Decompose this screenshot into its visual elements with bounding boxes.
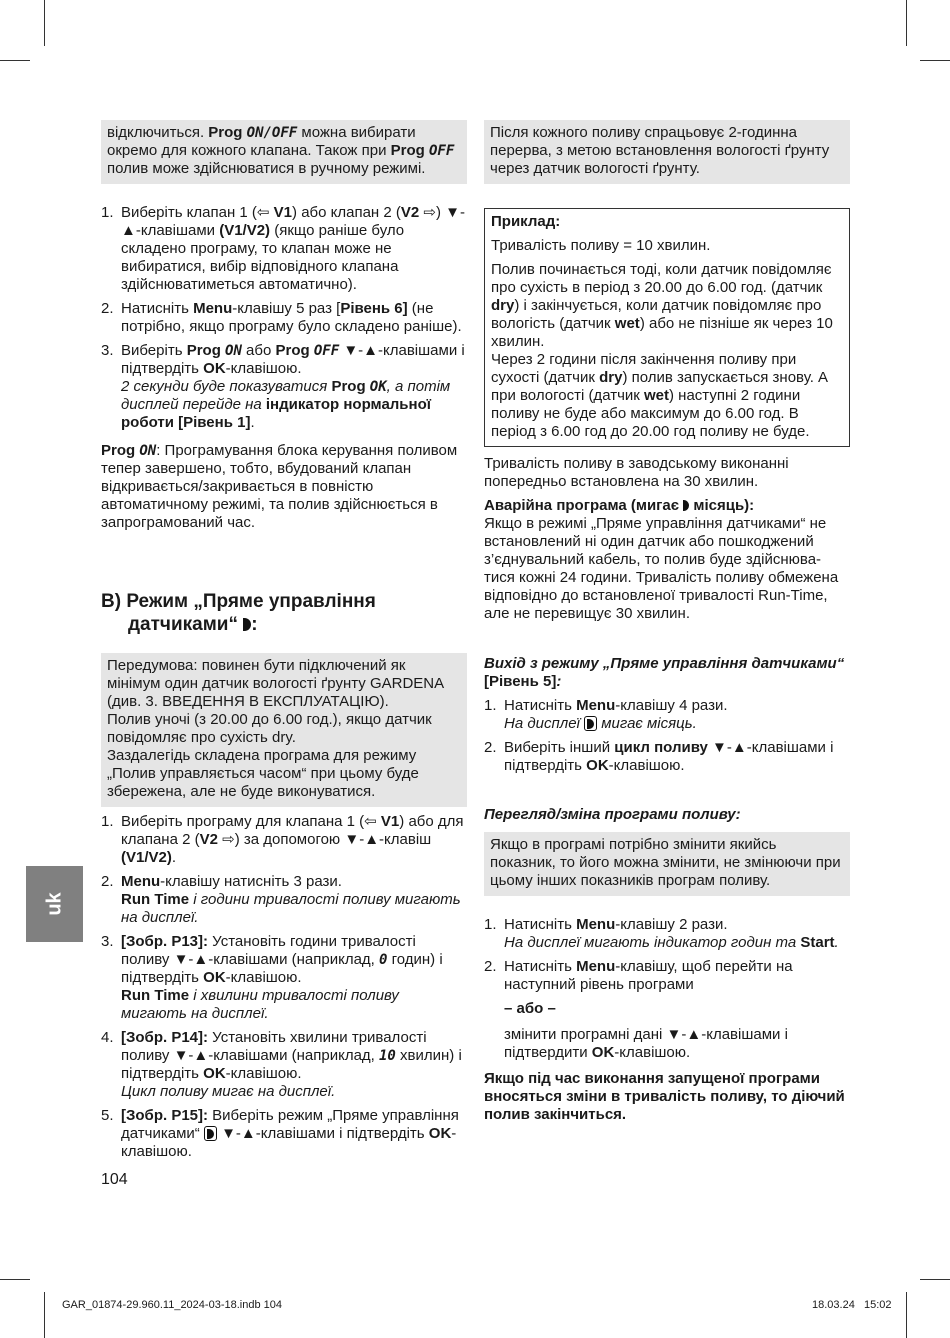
steps-list-1: [101, 204, 467, 432]
crop-mark: [44, 1292, 45, 1338]
steps-list-2: [101, 813, 467, 1161]
example-title: [491, 213, 843, 231]
text: OK: [591, 1044, 615, 1061]
text: або: [241, 342, 276, 359]
prereq-text: Заздалегідь складена програма для режиму „Полив управляється часом“ при цьому буде збережена, але не буде виконуватися.: [107, 747, 419, 800]
heading-line: B) Режим „Пряме управління: [101, 591, 376, 612]
text: годин) і підтвердіть: [121, 951, 443, 986]
list-item: [101, 813, 467, 867]
crop-mark: [906, 0, 907, 46]
text: -клавішою.: [614, 1044, 691, 1061]
text: Перегляд/зміна програми поливу:: [484, 806, 741, 823]
page-number: 104: [101, 1171, 128, 1188]
list-item: [484, 739, 850, 775]
text: і хвилини тривалості поливу мигають на дисплеї.: [121, 987, 399, 1022]
text: .: [834, 934, 839, 951]
text: -клавішу 5 раз [: [232, 300, 341, 317]
text: ) або клапан 2 (: [292, 204, 401, 221]
text: [Зобр. P14]:: [121, 1029, 208, 1046]
list-number: 1.: [101, 204, 114, 221]
final-note: [484, 1070, 850, 1124]
prog-on-paragraph: [101, 442, 467, 532]
list-number: 1.: [101, 813, 114, 830]
text: Menu: [121, 873, 161, 890]
text: Виберіть режим „Пряме управління датчиками“: [121, 1107, 459, 1142]
text: Натисніть: [504, 697, 577, 714]
example-box: [484, 208, 850, 447]
exit-steps: [484, 697, 850, 775]
text: Run Time: [121, 987, 190, 1004]
crop-mark: [0, 60, 30, 61]
list-number: 2.: [101, 300, 114, 317]
intro-box: [101, 120, 467, 184]
text: -клавішою.: [225, 969, 302, 986]
text: місяць):: [689, 497, 755, 514]
or-text: [484, 1026, 850, 1062]
example-text: [491, 261, 843, 441]
list-item: [101, 204, 467, 294]
lcd-text: OK: [369, 379, 387, 395]
text: .: [171, 849, 177, 866]
text: Prog: [275, 342, 314, 359]
text: V1: [380, 813, 400, 830]
text: Menu: [576, 697, 616, 714]
text: ) або не пізніше як через 10 хвилин.: [491, 315, 833, 350]
text: dry: [491, 297, 515, 314]
text: Menu: [576, 916, 616, 933]
text: Рівень 6]: [340, 300, 408, 317]
exit-title: [484, 655, 850, 691]
review-title: [484, 806, 850, 824]
list-item: [484, 958, 850, 994]
text: змінити програмні дані ▼-▲-клавішами і підтвердити: [504, 1026, 788, 1061]
example-text: Тривалість поливу = 10 хвилин.: [491, 237, 711, 254]
text: і години тривалості поливу мигають на дисплеї.: [121, 891, 461, 926]
text: Через 2 години після закінчення поливу при сухості (датчик: [491, 351, 797, 386]
text: Prog: [208, 124, 247, 141]
emergency-title: [484, 497, 850, 515]
lcd-text: ON: [225, 343, 242, 359]
text: -клавішу 2 рази.: [615, 916, 728, 933]
text: -клавішою.: [225, 1065, 302, 1082]
text: 2 секунди буде показуватися: [121, 378, 332, 395]
text: Prog: [390, 142, 429, 159]
text: (V1/V2): [121, 849, 172, 866]
footer-file: GAR_01874-29.960.11_2024-03-18.indb 104: [62, 1299, 282, 1311]
list-number: 2.: [101, 873, 114, 890]
text: Вихід з режиму „Пряме управління датчиками“: [484, 655, 845, 672]
text: Натисніть: [504, 916, 577, 933]
right-column: [484, 120, 850, 1124]
text: Menu: [576, 958, 616, 975]
text: Prog: [101, 442, 140, 459]
text: ⇨) ▼-▲-клавішами: [121, 204, 465, 239]
text: На дисплеї мигають індикатор годин та: [504, 934, 801, 951]
list-item: [101, 342, 467, 432]
crop-mark: [0, 1279, 30, 1280]
text: :: [556, 673, 562, 690]
list-item: [484, 916, 850, 952]
text: Установіть години тривалості поливу ▼-▲-клавішами (наприклад,: [121, 933, 416, 968]
list-item: [101, 300, 467, 336]
prereq-text: Полив уночі (з 20.00 до 6.00 год.), якщо датчик повідомляє про сухість dry.: [107, 711, 432, 746]
text: ) і закінчується, коли датчик повідомляє про вологість (датчик: [491, 297, 822, 332]
text: (V1/V2): [219, 222, 271, 239]
text: OK: [203, 969, 226, 986]
prereq-box: [101, 653, 467, 807]
text: , а потім дисплей перейде на: [121, 378, 451, 413]
text: Виберіть інший: [504, 739, 615, 756]
text: OK: [586, 757, 609, 774]
left-column: [101, 120, 467, 1189]
list-number: 1.: [484, 697, 497, 714]
moon-icon: [587, 719, 594, 729]
text: Аварійна програма (мигає: [484, 497, 684, 514]
lcd-text: ON: [139, 443, 157, 459]
emergency-text: Якщо в режимі „Пряме управління датчиками“ не встановлений ні один датчик або пошкоджений з’єднувальний кабель, то полив буде здійснюва- тися кожні 24 години. Тривалість поливу обмежена відповідно до встановленої тривалості Run-Time, але не перевищує 30 хвилин.: [484, 515, 839, 622]
text: – або –: [504, 1000, 556, 1017]
footer-time: 15:02: [864, 1299, 892, 1311]
text: ⇨) за допомогою ▼-▲-клавіш: [217, 831, 432, 848]
language-tab-label: uk: [43, 892, 66, 916]
pause-info-box: Після кожного поливу спрацьовує 2-годинна перерва, з метою встановлення вологості ґрунту через датчик вологості ґрунту.: [484, 120, 850, 184]
text: V2: [199, 831, 218, 848]
text: хвилин) і підтвердіть: [121, 1047, 462, 1082]
text: -клавішу, щоб перейти на наступний рівень програми: [504, 958, 793, 993]
lcd-text: ON/OFF: [246, 125, 298, 141]
text: [Зобр. P15]:: [121, 1107, 208, 1124]
text: ) наступні 2 години поливу не буде або максимум до 6.00 год. В період з 6.00 год до 20.00 год поливу не буде.: [491, 387, 810, 440]
crop-mark: [920, 1279, 950, 1280]
moon-display-icon: [584, 716, 597, 731]
text: Виберіть: [121, 342, 187, 359]
text: -клавішою.: [608, 757, 685, 774]
list-number: 3.: [101, 342, 114, 359]
text: Prog: [331, 378, 370, 395]
text: dry: [599, 369, 623, 386]
text: Run Time: [121, 891, 190, 908]
prereq-text: Передумова: повинен бути підключений як мінімум один датчик вологості ґрунту GARDENA (див. 3. ВВЕДЕННЯ В ЕКСПЛУАТАЦІЮ).: [107, 657, 444, 710]
text: Приклад:: [491, 213, 561, 230]
crop-mark: [906, 1292, 907, 1338]
text: полив може здійснюватися в ручному режимі.: [107, 160, 426, 177]
list-number: 2.: [484, 958, 497, 975]
text: ▼-▲-клавішами і підтвердіть: [121, 342, 465, 377]
text: Виберіть клапан 1 (⇦: [121, 204, 274, 221]
list-item: [101, 1029, 467, 1101]
text: відключиться.: [107, 124, 209, 141]
lcd-text: OFF: [428, 143, 455, 159]
text: індикатор нормальної роботи [Рівень 1]: [121, 396, 431, 431]
review-steps: [484, 916, 850, 994]
text: Start: [800, 934, 835, 951]
text: ) або для клапана 2 (: [121, 813, 464, 848]
list-item: [101, 1107, 467, 1161]
text: Полив починається тоді, коли датчик повідомляє про сухість в період з 20.00 до 6.00 год. (датчик: [491, 261, 832, 296]
text: -клавішу натисніть 3 рази.: [160, 873, 342, 890]
text: ▼-▲-клавішами і підтвердіть: [504, 739, 834, 774]
heading-line: :: [251, 614, 258, 635]
text: -клавішою.: [225, 360, 302, 377]
text: Виберіть програму для клапана 1 (⇦: [121, 813, 381, 830]
text: Цикл поливу мигає на дисплеї.: [121, 1083, 336, 1100]
heading-line: датчиками“: [128, 614, 244, 635]
text: [Рівень 5]: [484, 673, 557, 690]
list-number: 2.: [484, 739, 497, 756]
text: ) полив запускається знову. А при вологості (датчик: [491, 369, 829, 404]
text: -клавішу 4 рази.: [615, 697, 728, 714]
text: мигає місяць.: [597, 715, 697, 732]
list-item: [484, 697, 850, 733]
crop-mark: [44, 0, 45, 46]
text: wet: [644, 387, 670, 404]
text: можна вибирати окремо для кожного клапана. Також при: [107, 124, 416, 159]
list-item: [101, 933, 467, 1023]
lcd-text: OFF: [313, 343, 340, 359]
text: ▼-▲-клавішами і підтвердіть: [216, 1125, 429, 1142]
text: Якщо під час виконання запущеної програми вносяться зміни в тривалість поливу, то діючий полив закінчиться.: [484, 1070, 845, 1123]
text: OK: [428, 1125, 452, 1142]
or-label: [484, 1000, 850, 1018]
text: .: [250, 414, 255, 431]
language-tab: [26, 866, 83, 942]
text: [Зобр. P13]:: [121, 933, 208, 950]
text: -клавішою.: [121, 1125, 457, 1160]
text: V2: [400, 204, 420, 221]
crop-mark: [920, 60, 950, 61]
text: OK: [203, 1065, 226, 1082]
text: wet: [614, 315, 640, 332]
text: цикл поливу: [614, 739, 708, 756]
list-number: 4.: [101, 1029, 114, 1046]
factory-setting-text: Тривалість поливу в заводському виконанні попередньо встановлена на 30 хвилин.: [484, 455, 789, 490]
text: Натисніть: [504, 958, 577, 975]
text: На дисплеї: [504, 715, 585, 732]
text: OK: [203, 360, 226, 377]
moon-display-icon: [204, 1126, 217, 1141]
text: Menu: [193, 300, 233, 317]
list-number: 1.: [484, 916, 497, 933]
text: V1: [273, 204, 293, 221]
text: Prog: [186, 342, 226, 359]
review-box: Якщо в програмі потрібно змінити якийсь показник, то його можна змінити, не змінюючи при цьому інших показників програм поливу.: [484, 832, 850, 896]
text: (якщо раніше було складено програму, то клапан може не вибиратися, вибір відповідного клапана здійснюватиметься автоматично).: [121, 222, 405, 293]
text: : Програмування блока керування поливом тепер завершено, тобто, вбудований клапан відкривається/закривається в повністю автоматичному режимі, та полив здійснюється в запрограмований час.: [101, 442, 458, 531]
section-heading-b: [101, 590, 467, 636]
text: (не потрібно, якщо програму було складено раніше).: [121, 300, 462, 335]
footer-date: 18.03.24: [812, 1299, 855, 1311]
list-number: 3.: [101, 933, 114, 950]
moon-icon: [207, 1129, 214, 1139]
text: Установіть хвилини тривалості поливу ▼-▲-клавішами (наприклад,: [121, 1029, 427, 1064]
list-item: [101, 873, 467, 927]
lcd-text: 0: [379, 952, 388, 968]
list-number: 5.: [101, 1107, 114, 1124]
text: Натисніть: [121, 300, 194, 317]
lcd-text: 10: [379, 1048, 396, 1064]
